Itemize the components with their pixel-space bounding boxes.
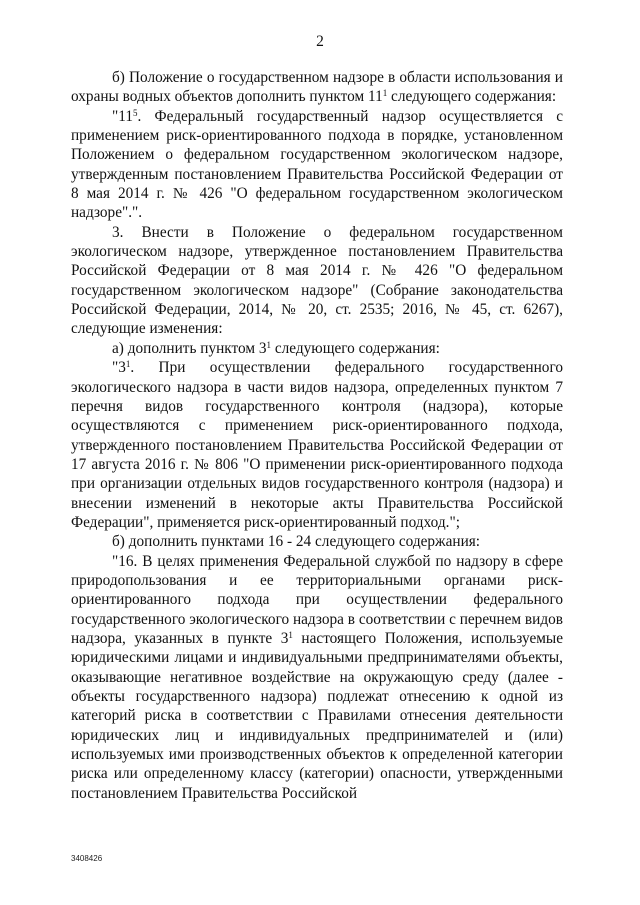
text-segment: следующего содержания:: [271, 339, 440, 357]
text-segment: следующего содержания:: [387, 88, 557, 106]
superscript: 1: [125, 359, 131, 370]
text-segment: 3. Внести в Положение о федеральном государственном экологическом надзоре, утвержденное постановлением Правительства Российской Федерации от 8 мая 2014 г. № 426 "О федеральном государственном экологическом надзоре" (Собрание законодательства Российской Федерации, 2014, № 20, ст. 2535; 2016, № 45, ст. 6267), следующие изменения:: [71, 223, 563, 338]
paragraph: [71, 68, 563, 107]
text-segment: настоящего Положения, используемые юридическими лицами и индивидуальными предпринимателями объекты, оказывающие негативное воздействие на окружающую среду (далее - объекты государственного надзора) подлежат отнесению к одной из категорий риска в соответствии с Правилами отнесения деятельности юридических лиц и индивидуальных предпринимателей и (или) используемых ими производственных объектов к определенной категории риска или определенному классу (категории) опасности, утвержденными постановлением Правительства Российской: [71, 629, 563, 802]
text-segment: "16. В целях применения Федеральной службой по надзору в сфере природопользования и ее территориальными органами риск-ориентированного подхода при осуществлении федерального государственного экологического надзора в соответствии с перечнем видов надзора, указанных в пункте 3: [71, 552, 563, 647]
text-segment: б) дополнить пунктами 16 - 24 следующего содержания:: [112, 533, 481, 551]
text-segment: . Федеральный государственный надзор осуществляется с применением риск-ориентированного подхода в порядке, установленном Положением о федеральном государственном экологическом надзоре, утвержденным постановлением Правительства Российской Федерации от 8 мая 2014 г. № 426 "О федеральном государственном экологическом надзоре".".: [71, 107, 563, 222]
document-code: 3408426: [71, 854, 103, 863]
page-number: 2: [316, 33, 324, 50]
text-segment: "3: [112, 359, 126, 377]
text-segment: . При осуществлении федерального государственного экологического надзора в части видов надзора, определенных пунктом 7 перечня видов государственного контроля (надзора), которые осуществляются с применением риск-ориентированного подхода, утвержденного постановлением Правительства Российской Федерации от 17 августа 2016 г. № 806 "О применении риск-ориентированного подхода при организации отдельных видов государственного контроля (надзора) и внесении изменений в некоторые акты Правительства Российской Федерации", применяется риск-ориентированный подход.";: [71, 359, 563, 531]
text-segment: "11: [112, 107, 133, 125]
paragraph: [71, 532, 563, 551]
paragraph: [71, 552, 563, 803]
paragraph: [71, 223, 563, 339]
superscript: 5: [132, 107, 138, 118]
paragraph: [71, 107, 563, 223]
paragraph: [71, 339, 563, 358]
superscript: 1: [382, 88, 388, 99]
document-body: [71, 68, 563, 803]
text-segment: б) Положение о государственном надзоре в области использования и охраны водных объектов дополнить пунктом 11: [71, 69, 563, 106]
superscript: 1: [288, 629, 293, 640]
text-segment: а) дополнить пунктом 3: [112, 339, 267, 357]
paragraph: [71, 358, 563, 532]
superscript: 1: [266, 339, 272, 350]
